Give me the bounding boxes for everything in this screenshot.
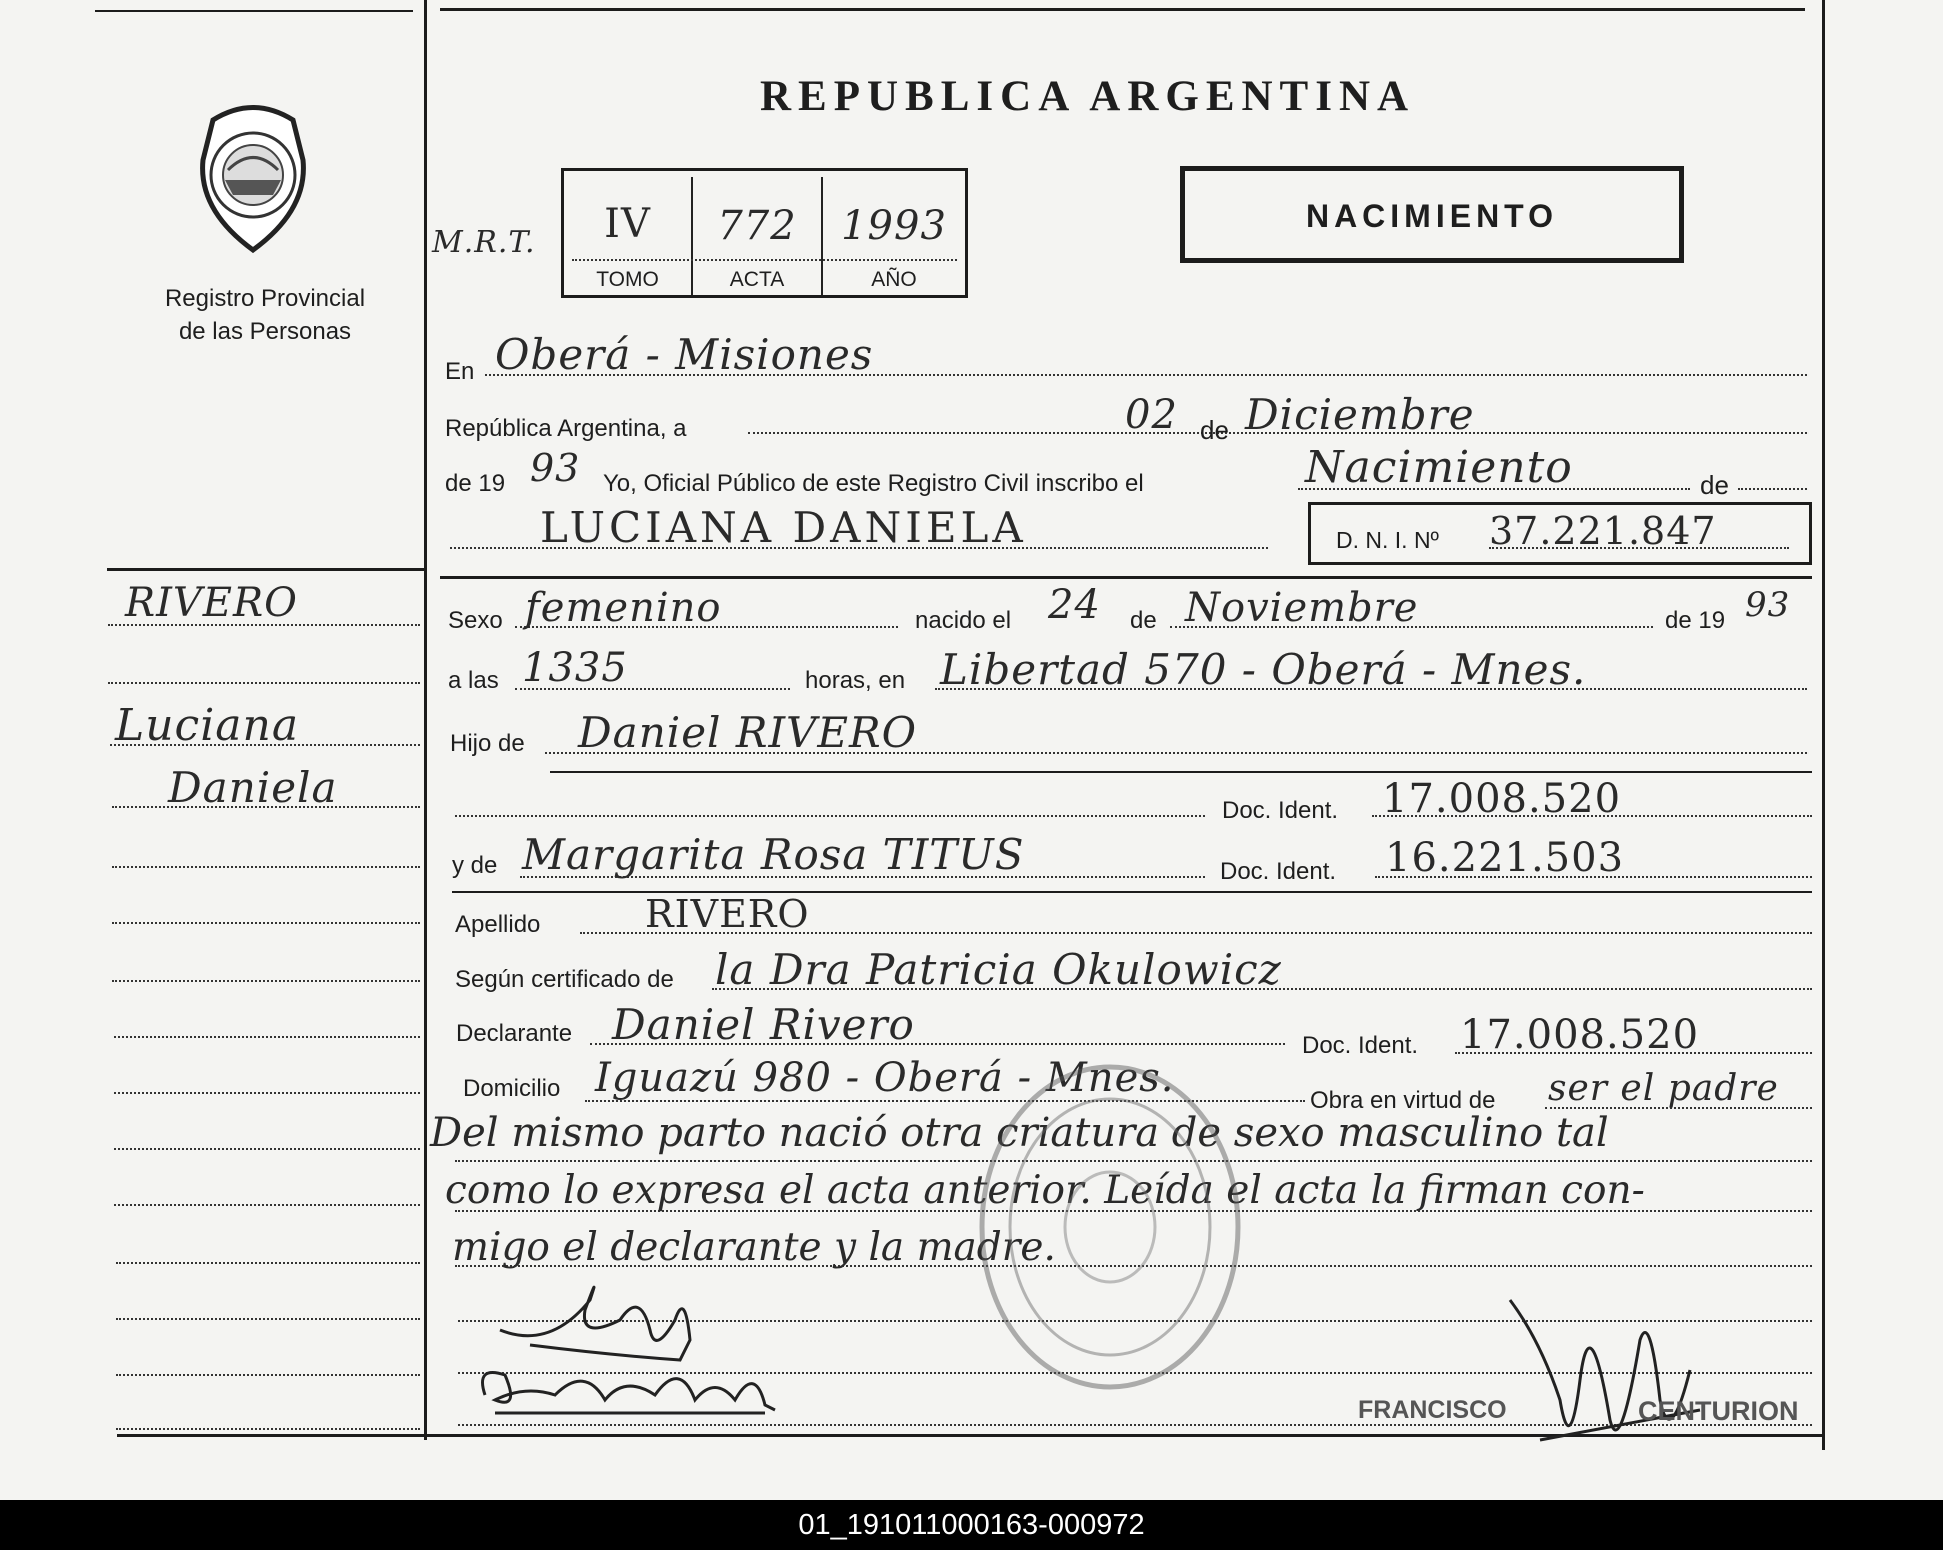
segun-label: Según certificado de: [455, 966, 674, 993]
horas-label: horas, en: [805, 667, 906, 694]
margin-note-surname: RIVERO: [125, 580, 298, 626]
doc-ident-label-1: Doc. Ident.: [1222, 797, 1339, 824]
registry-name-line2: de las Personas: [178, 318, 352, 345]
official-statement: Yo, Oficial Público de este Registro Civil inscribo el: [603, 470, 1144, 497]
sidebar-line: [116, 1262, 420, 1264]
declarante-doc: 17.008.520: [1460, 1012, 1700, 1058]
sidebar-line: [116, 1428, 420, 1430]
sidebar-line: [112, 922, 420, 924]
year-prefix: de 19: [445, 470, 506, 497]
country-title: REPUBLICA ARGENTINA: [760, 73, 1416, 120]
father-doc: 17.008.520: [1382, 776, 1622, 822]
right-border: [1822, 0, 1825, 1450]
domicilio-label: Domicilio: [463, 1075, 561, 1102]
de-line: [1738, 488, 1807, 490]
birth-month: Noviembre: [1185, 585, 1419, 631]
official-signature: [1500, 1280, 1710, 1480]
de-label-1: de: [1200, 415, 1229, 445]
birth-place: Libertad 570 - Oberá - Mnes.: [940, 645, 1587, 694]
event-value: Nacimiento: [1305, 442, 1573, 493]
sidebar-line: [108, 682, 420, 684]
dni-box: [1308, 502, 1812, 565]
sidebar-line: [114, 1036, 420, 1038]
sidebar-line: [114, 1148, 420, 1150]
sexo-label: Sexo: [448, 607, 503, 634]
father-rule: [550, 771, 1812, 773]
sidebar-line: [116, 1318, 420, 1320]
de-label-2: de: [1700, 470, 1729, 500]
sidebar-line: [114, 1092, 420, 1094]
section-rule: [440, 576, 1812, 579]
tomo-label: TOMO: [596, 268, 659, 291]
doc-ident-label-2: Doc. Ident.: [1220, 858, 1337, 885]
mother-signature: [465, 1345, 795, 1430]
a-las-label: a las: [448, 667, 499, 694]
sexo-value: femenino: [525, 585, 722, 631]
doc-ident-label-3: Doc. Ident.: [1302, 1032, 1419, 1059]
birth-time: 1335: [522, 645, 628, 691]
margin-note-name2: Daniela: [168, 763, 338, 812]
sidebar-line: [116, 1374, 420, 1376]
apellido-value: RIVERO: [645, 892, 810, 936]
observation-line-1: Del mismo parto nació otra criatura de sexo masculino tal: [430, 1110, 1609, 1156]
box-rule: [572, 259, 957, 261]
provincial-seal-logo: [183, 100, 323, 260]
sidebar-line: [114, 1204, 420, 1206]
declarante-value: Daniel Rivero: [612, 1000, 915, 1049]
republica-label: República Argentina, a: [445, 415, 687, 442]
document-type-box: [1180, 166, 1684, 263]
sidebar-line: [112, 980, 420, 982]
top-rule: [440, 8, 1805, 11]
nacido-label: nacido el: [915, 607, 1012, 634]
birth-day: 24: [1048, 582, 1101, 628]
en-label: En: [445, 358, 475, 385]
tomo-acta-anio-box: [561, 168, 968, 298]
registry-name-line1: Registro Provincial: [164, 285, 366, 312]
margin-note-name1: Luciana: [115, 700, 300, 751]
sidebar-line: [112, 866, 420, 868]
obra-value: ser el padre: [1548, 1068, 1779, 1109]
dni-label: D. N. I. Nº: [1336, 527, 1439, 553]
sidebar-divider: [424, 0, 427, 1440]
y-de-label: y de: [452, 852, 498, 879]
document-id-caption: 01_191011000163-000972: [0, 1500, 1943, 1550]
official-name: FRANCISCO: [1358, 1396, 1507, 1424]
document-type: NACIMIENTO: [1305, 198, 1559, 234]
observation-line-3: migo el declarante y la madre.: [452, 1225, 1056, 1270]
sidebar-section-rule: [107, 568, 425, 571]
registration-month: Diciembre: [1245, 390, 1475, 439]
mother-doc: 16.221.503: [1385, 835, 1625, 881]
birth-year: 93: [1745, 585, 1791, 625]
top-left-rule: [95, 10, 413, 12]
official-surname: CENTURION: [1638, 1396, 1799, 1426]
obra-label: Obra en virtud de: [1310, 1087, 1496, 1114]
acta-label: ACTA: [729, 268, 785, 291]
hijo-label: Hijo de: [450, 730, 525, 757]
registration-year: 93: [530, 446, 581, 490]
tomo-value: IV: [604, 201, 651, 247]
father-doc-left-line: [455, 815, 1205, 817]
mother-name: Margarita Rosa TITUS: [522, 830, 1025, 879]
anio-value: 1993: [841, 203, 947, 249]
apellido-label: Apellido: [455, 911, 541, 938]
declarante-label: Declarante: [456, 1020, 573, 1047]
acta-value: 772: [717, 203, 797, 249]
dni-value: 37.221.847: [1489, 509, 1717, 553]
domicilio-value: Iguazú 980 - Oberá - Mnes.: [595, 1055, 1175, 1101]
register-code: M.R.T.: [432, 225, 536, 260]
child-name: LUCIANA DANIELA: [540, 503, 1027, 552]
observation-line-2: como lo expresa el acta anterior. Leída el acta la firman con-: [445, 1168, 1645, 1213]
official-round-stamp: [970, 1055, 1250, 1400]
registration-day: 02: [1125, 392, 1178, 438]
certificado-value: la Dra Patricia Okulowicz: [715, 945, 1282, 994]
birth-year-prefix: de 19: [1665, 607, 1726, 634]
anio-label: AÑO: [871, 268, 917, 291]
en-value: Oberá - Misiones: [495, 330, 874, 379]
de-label-3: de: [1130, 607, 1157, 634]
father-name: Daniel RIVERO: [578, 708, 918, 757]
